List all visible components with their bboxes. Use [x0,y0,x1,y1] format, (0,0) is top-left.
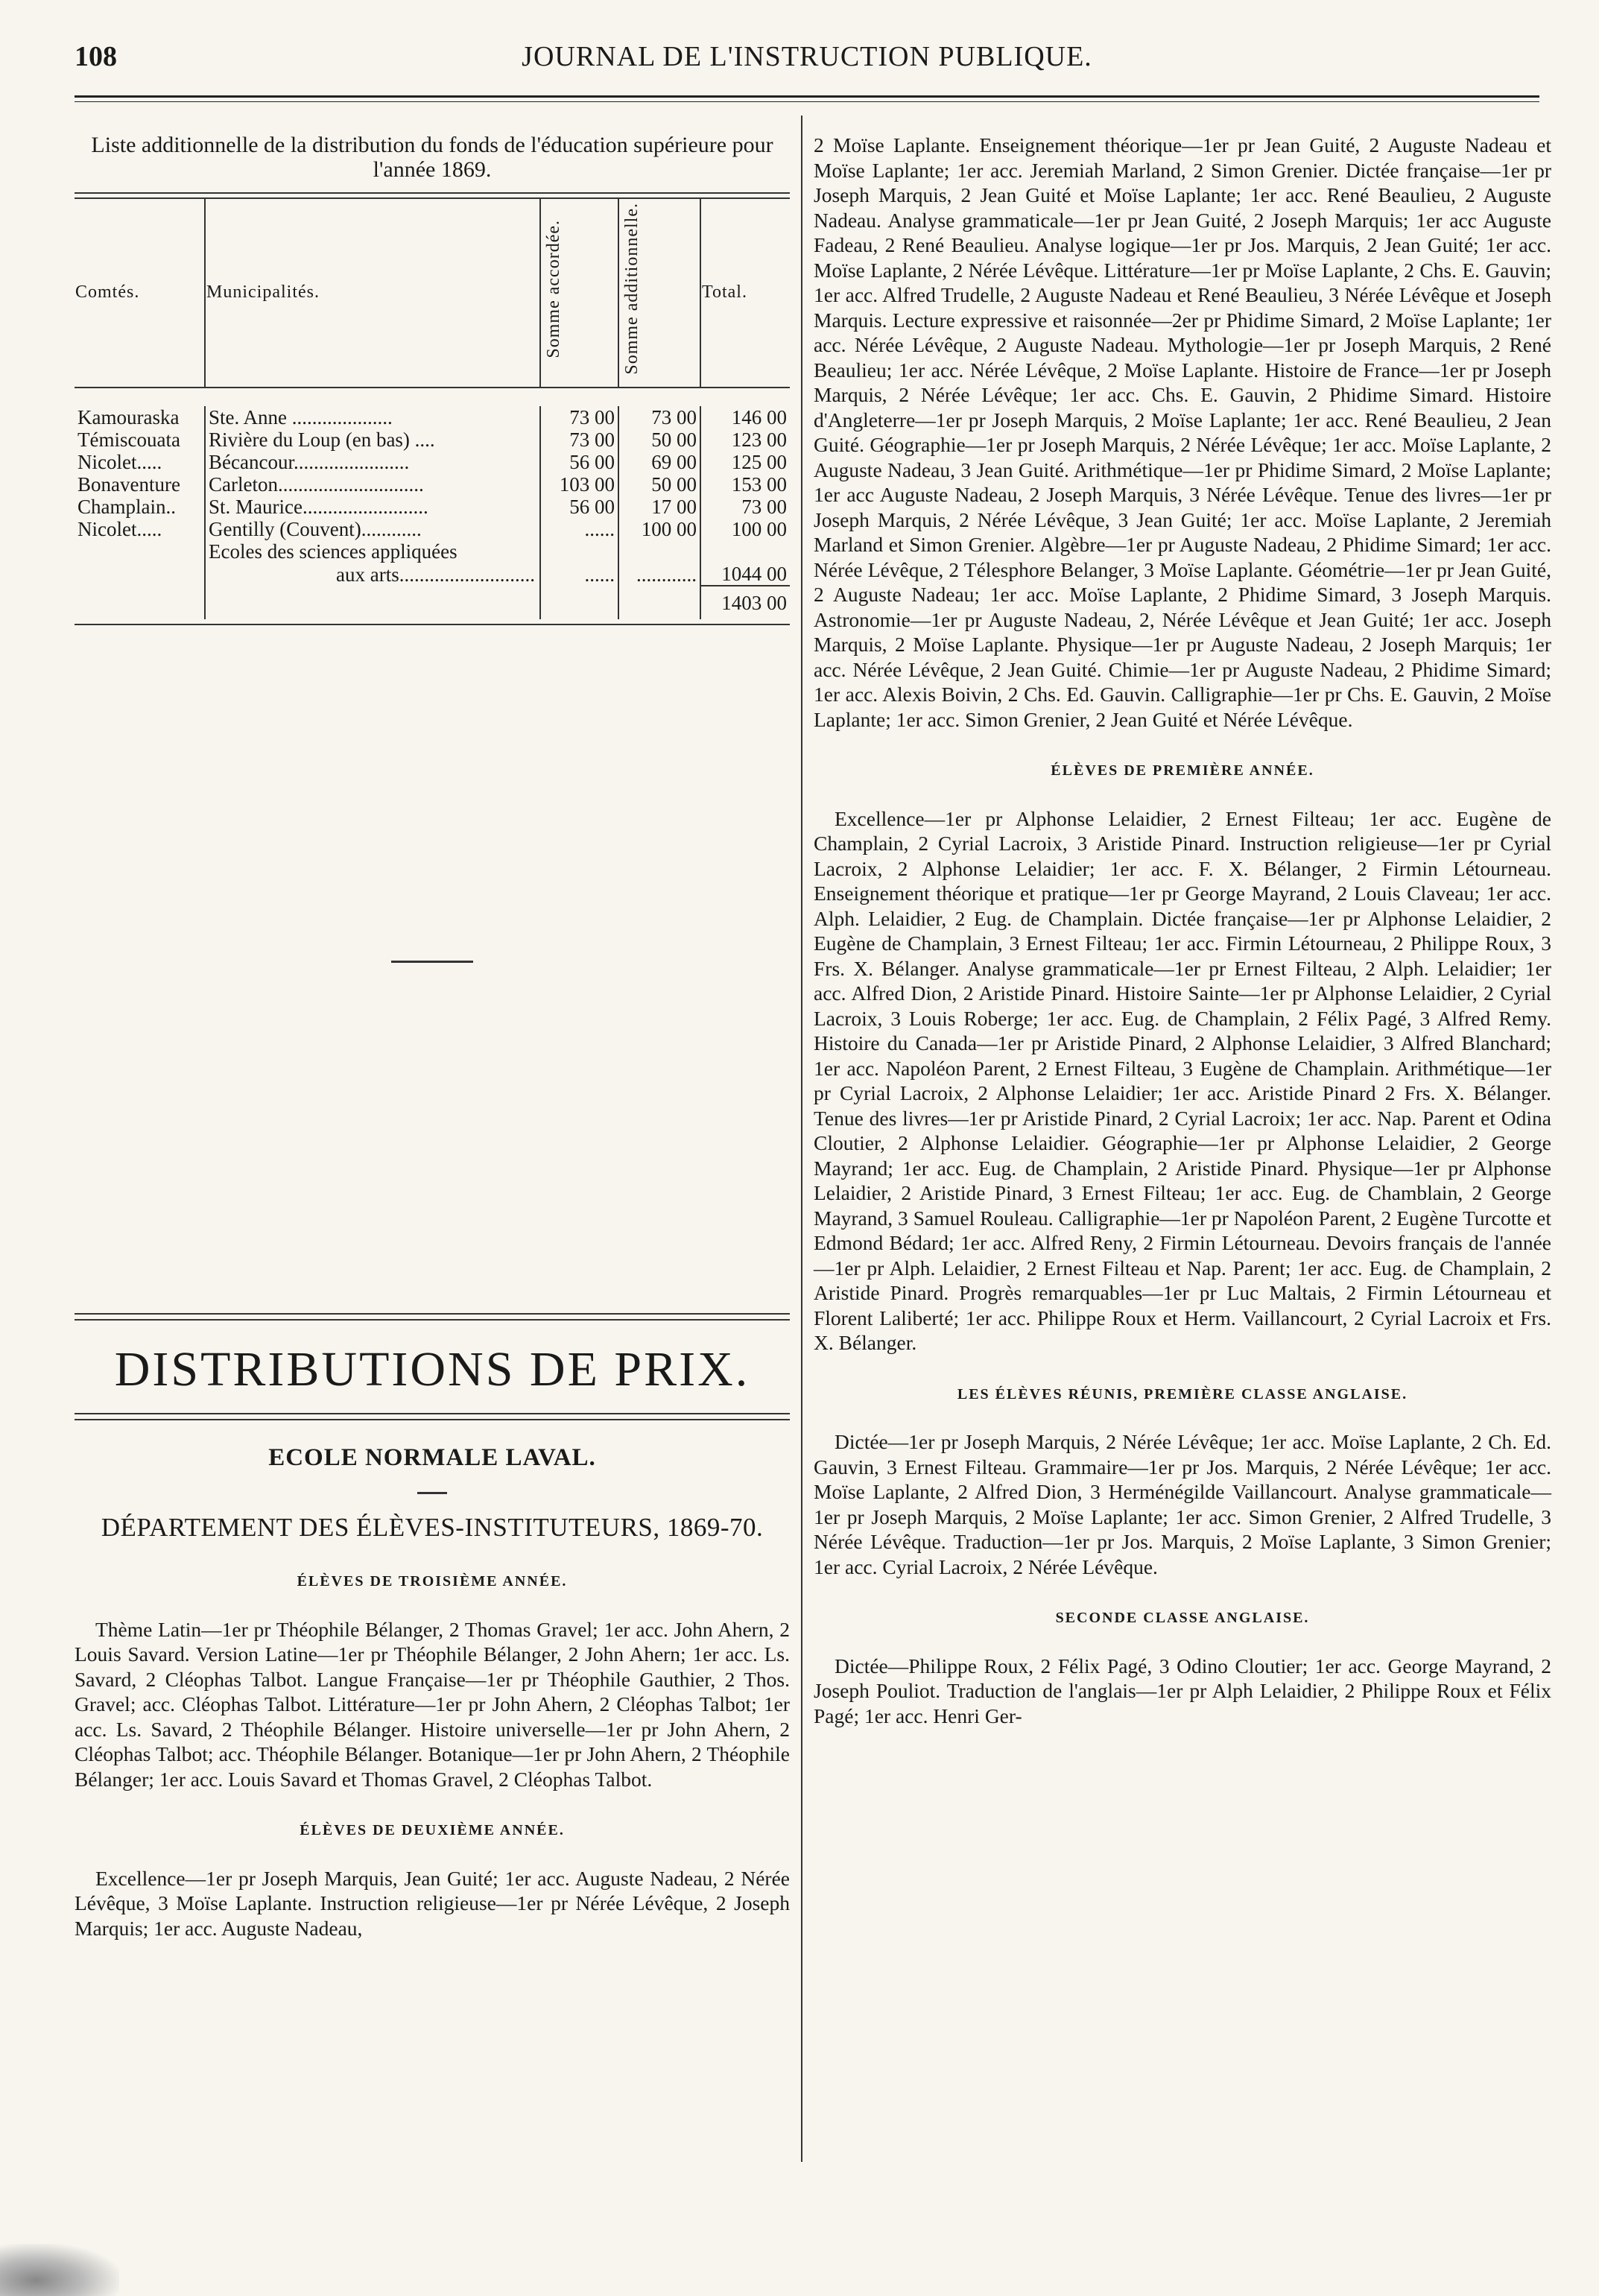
department-title: DÉPARTEMENT DES ÉLÈVES-INSTITUTEURS, 1869-70. [101,1512,764,1542]
additionnelle-cell: 17 00 [618,496,700,518]
comte-cell [75,540,205,563]
page-number: 108 [75,41,117,72]
school-dash [417,1492,447,1494]
fund-table [75,199,790,619]
header-rule [75,95,1539,102]
fund-table-header [75,199,790,388]
accordee-cell: 73 00 [540,428,618,451]
municipalite-cell: Gentilly (Couvent)............ [205,518,540,540]
additionnelle-cell: 50 00 [618,428,700,451]
comte-cell: Kamouraska [77,406,180,428]
prize-paragraph: Excellence—1er pr Alphonse Lelaidier, 2 Ernest Filteau; 1er acc. Eugène de Champlain, 2 Cyrial Lacroix, 3 Aristide Pinard. Instruction religieuse—1er pr Cyrial Lacroix, 2 Alphonse Lelaidier; 1er acc. F. X. Bélanger, 2 Firmin Létourneau. Enseignement théorique et pratique—1er pr George Mayrand, 2 Louis Claveau; 1er acc. Alph. Lelaidier, 2 Eug. de Champlain. Dictée française—1er pr Alphonse Lelaidier, 2 Eugène de Champlain, 3 Ernest Filteau; 1er acc. Firmin Létourneau, 2 Philippe Roux, 3 Frs. X. Bélanger. Analyse grammaticale—1er pr Ernest Filteau, 2 Alph. Lelaidier; 1er acc. Alfred Dion, 2 Aristide Pinard. Histoire Sainte—1er pr Alphonse Lelaidier, 2 Cyrial Lacroix, 3 Louis Roberge; 1er acc. Eug. de Champlain, 2 Félix Pagé, 3 Alfred Remy. Histoire du Canada—1er pr Aristide Pinard, 2 Alphonse Lelaidier, 3 Alfred Blanchard; 1er acc. Napoléon Parent, 2 Ernest Filteau, 3 Eugène de Champlain. Arithmétique—1er pr Cyrial Lacroix, 2 Alphonse Lelaidier; 1er acc. Aristide Pinard 2 Frs. X. Bélanger. Tenue des livres—1er pr Aristide Pinard, 2 Cyrial Lacroix; 1er acc. Nap. Parent et Odina Cloutier, 2 Alphonse Lelaidier. Géographie—1er pr Alphonse Lelaidier, 2 George Mayrand; 1er acc. Eug. de Champlain, 2 Aristide Pinard. Physique—1er pr Alphonse Lelaidier, 2 Aristide Pinard, 3 Ernest Filteau; 1er acc. Eug. de Chamblain, 2 George Mayrand, 3 Samuel Rouleau. Calligraphie—1er pr Napoléon Parent, 2 Eugène Turcotte et Edmond Bédard; 1er acc. Alfred Reny, 2 Firmin Létourneau. Devoirs français de l'année—1er pr Alph. Lelaidier, 2 Ernest Filteau et Nap. Parent; 1er acc. Eug. de Champlain, 2 Aristide Pinard. Progrès remarquables—1er pr Luc Maltais, 2 Firmin Létourneau et Florent Laliberté; 1er acc. Philippe Roux et Herm. Vaillancourt, 2 Cyrial Lacroix et Frs. X. Bélanger. [814,806,1551,1354]
total-cell: 100 00 [700,518,790,540]
fund-table-row [75,540,790,563]
page-smudge [0,2244,119,2296]
additionnelle-cell: 50 00 [618,473,700,496]
prize-paragraph: Dictée—Philippe Roux, 2 Félix Pagé, 3 Odino Cloutier; 1er acc. George Mayrand, 2 Joseph Pouliot. Traduction de l'anglais—1er pr Alph Lelaidier, 2 Philippe Roux et Félix Pagé; 1er acc. Henri Ger- [814,1654,1551,1727]
municipalite-cell: Ste. Anne .................... [205,406,540,428]
municipalite-cell: Carleton............................. [205,473,540,496]
title-bottom-rule [75,1413,790,1420]
section-heading: ÉLÈVES DE TROISIÈME ANNÉE. [297,1573,568,1590]
comte-cell: Bonaventure [77,473,180,496]
prize-paragraph: 2 Moïse Laplante. Enseignement théorique—1er pr Jean Guité, 2 Auguste Nadeau et Moïse Laplante; 1er acc. Jeremiah Marland, 2 Simon Grenier. Dictée française—1er pr Joseph Marquis, 2 Jean Guité et Moïse Laplante; 1er acc. René Beaulieu, 2 Auguste Nadeau. Analyse grammaticale—1er pr Jean Guité, 2 Joseph Marquis; 1er acc Auguste Fadeau, 2 René Beaulieu. Analyse logique—1er pr Jos. Marquis, 2 Jean Guité; 1er acc. Moïse Laplante, 2 Nérée Lévêque. Littérature—1er pr Moïse Laplante, 2 Chs. E. Gauvin; 1er acc. Alfred Trudelle, 2 Auguste Nadeau et René Beaulieu, 3 Nérée Lévêque et Joseph Marquis. Lecture expressive et raisonnée—2er pr Phidime Simard, 2 Moïse Laplante; 1er acc. Nérée Lévêque, 2 Auguste Nadeau. Mythologie—1er pr Joseph Marquis, 2 René Beaulieu; 1er acc. Nérée Lévêque, 2 Moïse Laplante. Histoire de France—1er pr Joseph Marquis, 2 Nérée Lévêque; 1er acc. Chs. E. Gauvin, 2 Phidime Simard. Histoire d'Angleterre—1er pr Joseph Marquis, 2 Moïse Laplante; 1er acc. René Beaulieu, 2 Jean Guité. Géographie—1er pr Joseph Marquis, 2 Nérée Lévêque; 1er acc. Moïse Laplante, 2 Auguste Nadeau, 3 Jean Guité. Arithmétique—1er pr Phidime Simard, 2 Moïse Laplante; 1er acc Auguste Nadeau, 2 Joseph Marquis, 3 Nérée Lévêque. Tenue des livres—1er pr Joseph Marquis, 2 Nérée Lévêque, 3 Jean Guité; 1er acc. Moïse Laplante, 2 Jeremiah Marland et Simon Grenier. Algèbre—1er pr Auguste Nadeau, 2 Phidime Simard; 1er acc. Nérée Lévêque, 2 Télesphore Belanger, 3 Moïse Laplante. Géométrie—1er pr Jean Guité, 2 Auguste Nadeau; 1er acc. Moïse Laplante, 2 Phidime Simard, 3 Joseph Marquis. Astronomie—1er pr Auguste Nadeau, 2, Nérée Lévêque et Jean Guité; 1er acc. Joseph Marquis, 2 Moïse Laplante. Physique—1er pr Auguste Nadeau, 2 Joseph Marquis; 1er acc. Nérée Lévêque, 2 Jean Guité. Chimie—1er pr Auguste Nadeau, 2 Phidime Simard; 1er acc. Alexis Boivin, 2 Chs. Ed. Gauvin. Calligraphie—1er pr Chs. E. Gauvin, 2 Moïse Laplante; 1er acc. Simon Grenier, 2 Jean Guité et Nérée Lévêque. [814,133,1551,731]
grand-total-row [75,586,790,619]
municipalite-cell: Rivière du Loup (en bas) .... [205,428,540,451]
total-cell: 73 00 [700,496,790,518]
prize-paragraph: Excellence—1er pr Joseph Marquis, Jean Guité; 1er acc. Auguste Nadeau, 2 Nérée Lévêque, 3 Moïse Laplante. Instruction religieuse—1er pr Nérée Lévêque, 2 Joseph Marquis; 1er acc. Auguste Nadeau, [75,1866,790,1940]
accordee-cell: 56 00 [540,451,618,473]
comte-cell [75,563,205,586]
page-header [75,36,1539,80]
col-somme-accordee: Somme accordée. [540,199,618,388]
municipalite-cell: Ecoles des sciences appliquées [205,540,540,563]
table-top-rule [75,192,790,194]
grand-total: 1403 00 [700,586,790,619]
col-somme-additionnelle: Somme additionnelle. [618,199,700,388]
table-bottom-rule [75,624,790,625]
additionnelle-cell: 73 00 [618,406,700,428]
total-cell: 146 00 [700,406,790,428]
fund-table-row [75,451,790,473]
additionnelle-cell: 69 00 [618,451,700,473]
comte-cell: Champlain.. [77,496,176,518]
left-column [75,133,790,1941]
additionnelle-cell: 100 00 [618,518,700,540]
section-heading: LES ÉLÈVES RÉUNIS, PREMIÈRE CLASSE ANGLAISE. [957,1385,1408,1402]
journal-title: JOURNAL DE L'INSTRUCTION PUBLIQUE. [522,41,1092,72]
right-column [814,133,1551,1728]
fund-table-caption: Liste additionnelle de la distribution du fonds de l'éducation supérieure pour l'année 1869. [91,133,773,182]
total-cell: 1044 00 [700,563,790,586]
accordee-cell [540,540,618,563]
total-cell: 123 00 [700,428,790,451]
col-municipalites: Municipalités. [205,199,540,388]
municipalite-cell: St. Maurice......................... [205,496,540,518]
section-heading: ÉLÈVES DE DEUXIÈME ANNÉE. [300,1822,565,1838]
total-cell [700,540,790,563]
col-total: Total. [700,199,790,388]
column-divider [801,116,802,2162]
section-heading: SECONDE CLASSE ANGLAISE. [1055,1610,1310,1626]
section-separator [391,961,473,963]
accordee-cell: 73 00 [540,406,618,428]
fund-table-row [75,496,790,518]
prize-paragraph: Thème Latin—1er pr Théophile Bélanger, 2 Thomas Gravel; 1er acc. John Ahern, 2 Louis Savard. Version Latine—1er pr Théophile Bélanger, 2 John Ahern; 1er acc. Ls. Savard, 2 Cléophas Talbot. Langue Française—1er pr Théophile Gauthier, 2 Thos. Gravel; acc. Cléophas Talbot. Littérature—1er pr John Ahern, 2 Cléophas Talbot; 1er acc. Ls. Savard, 2 Théophile Bélanger. Histoire universelle—1er pr John Ahern, 2 Cléophas Talbot; acc. Théophile Bélanger. Botanique—1er pr John Ahern, 2 Théophile Bélanger; 1er acc. Louis Savard et Thomas Gravel, 2 Cléophas Talbot. [75,1617,790,1791]
left-sections [75,1569,790,1941]
municipalite-cell: Bécancour....................... [205,451,540,473]
accordee-cell: ...... [540,563,618,586]
school-name: ECOLE NORMALE LAVAL. [268,1444,596,1471]
prize-paragraph: Dictée—1er pr Joseph Marquis, 2 Nérée Lévêque; 1er acc. Moïse Laplante, 2 Ch. Ed. Gauvin, 3 Ernest Filteau. Grammaire—1er pr Jos. Marquis, 2 Nérée Lévêque; 1er acc. Moïse Laplante, 2 Alfred Dion, 3 Herménégilde Vaillancourt. Analyse grammaticale—1er pr Joseph Marquis, 2 Moïse Laplante; 1er acc. Simon Grenier, 2 Alfred Trudelle, 3 Nérée Lévêque. Traduction—1er pr Jos. Marquis, 2 Moïse Laplante, 3 Simon Grenier; 1er acc. Cyrial Lacroix, 2 Nérée Lévêque. [814,1430,1551,1578]
accordee-cell: 56 00 [540,496,618,518]
additionnelle-cell [618,540,700,563]
fund-table-row [75,518,790,540]
total-cell: 153 00 [700,473,790,496]
fund-table-row [75,406,790,428]
fund-table-row [75,563,790,586]
comte-cell: Témiscouata [77,428,180,451]
fund-table-row [75,428,790,451]
total-cell: 125 00 [700,451,790,473]
title-top-rule [75,1313,790,1321]
accordee-cell: ...... [540,518,618,540]
comte-cell: Nicolet..... [77,518,162,540]
section-heading: ÉLÈVES DE PREMIÈRE ANNÉE. [1051,762,1314,779]
fund-table-row [75,473,790,496]
col-comtes: Comtés. [75,282,140,303]
comte-cell: Nicolet..... [77,451,162,473]
municipalite-cell: aux arts........................... [205,563,540,586]
additionnelle-cell: ............ [618,563,700,586]
section-title: DISTRIBUTIONS DE PRIX. [114,1342,750,1397]
accordee-cell: 103 00 [540,473,618,496]
